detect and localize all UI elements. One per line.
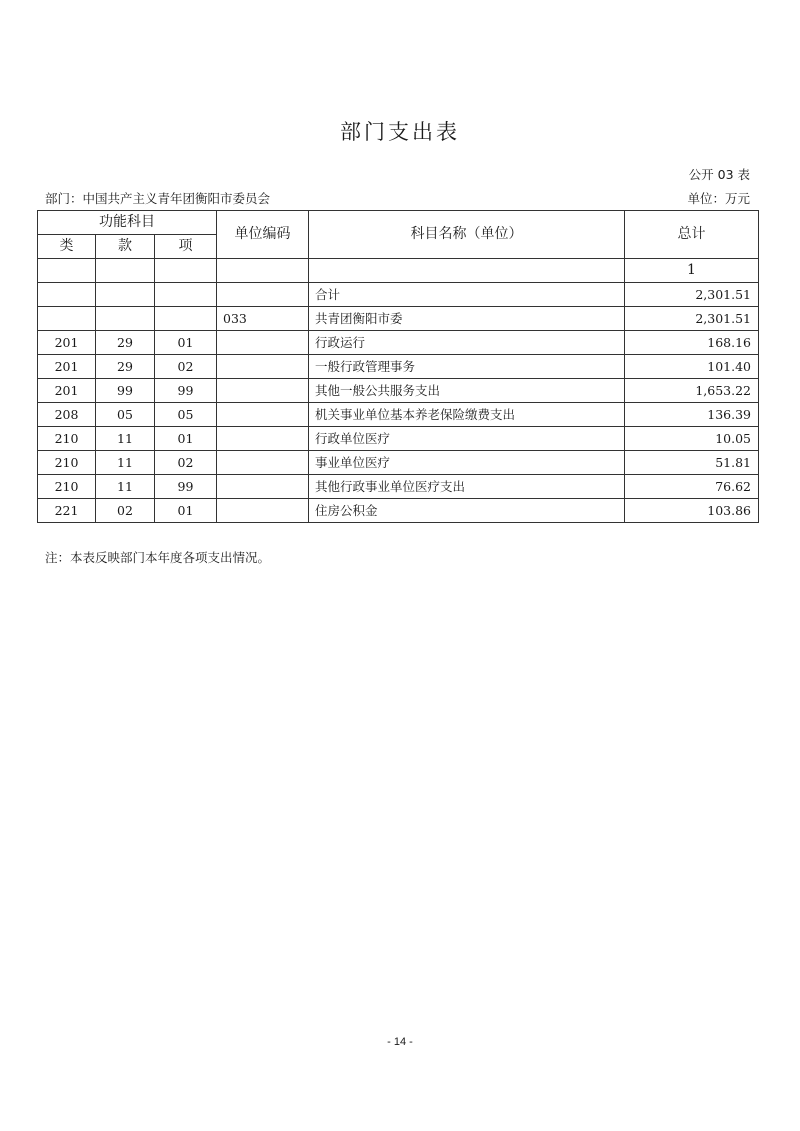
cell-total: 51.81 xyxy=(625,451,759,475)
page-title: 部门支出表 xyxy=(340,120,460,144)
cell-unit-code: 033 xyxy=(217,307,309,331)
cell-class xyxy=(38,283,96,307)
department-label: 部门：中国共产主义青年团衡阳市委员会 xyxy=(45,191,271,206)
cell-class: 210 xyxy=(38,451,96,475)
table-row xyxy=(38,427,759,451)
table-row xyxy=(38,403,759,427)
index-cell xyxy=(217,259,309,283)
cell-class: 201 xyxy=(38,355,96,379)
cell-item: 01 xyxy=(155,427,217,451)
expenditure-table xyxy=(37,210,759,523)
cell-subject-name: 行政单位医疗 xyxy=(309,427,625,451)
cell-subject-name: 事业单位医疗 xyxy=(309,451,625,475)
cell-section: 11 xyxy=(96,427,155,451)
table-row xyxy=(38,475,759,499)
cell-item: 05 xyxy=(155,403,217,427)
cell-class: 201 xyxy=(38,331,96,355)
cell-unit-code xyxy=(217,427,309,451)
table-note: 注：本表反映部门本年度各项支出情况。 xyxy=(45,550,271,565)
table-row xyxy=(38,379,759,403)
cell-section xyxy=(96,307,155,331)
cell-unit-code xyxy=(217,331,309,355)
cell-item: 01 xyxy=(155,331,217,355)
index-cell xyxy=(309,259,625,283)
cell-section: 29 xyxy=(96,331,155,355)
cell-item: 99 xyxy=(155,379,217,403)
cell-class: 201 xyxy=(38,379,96,403)
table-row xyxy=(38,499,759,523)
cell-item: 02 xyxy=(155,451,217,475)
cell-class: 208 xyxy=(38,403,96,427)
cell-total: 168.16 xyxy=(625,331,759,355)
cell-subject-name: 行政运行 xyxy=(309,331,625,355)
index-cell xyxy=(38,259,96,283)
cell-class: 210 xyxy=(38,427,96,451)
table-row xyxy=(38,331,759,355)
cell-unit-code xyxy=(217,451,309,475)
table-row xyxy=(38,355,759,379)
unit-label: 单位：万元 xyxy=(687,191,750,206)
cell-subject-name: 其他一般公共服务支出 xyxy=(309,379,625,403)
cell-subject-name: 合计 xyxy=(309,283,625,307)
cell-section xyxy=(96,283,155,307)
cell-total: 2,301.51 xyxy=(625,283,759,307)
table-row xyxy=(38,307,759,331)
cell-section: 99 xyxy=(96,379,155,403)
cell-item: 02 xyxy=(155,355,217,379)
index-cell xyxy=(96,259,155,283)
cell-item: 01 xyxy=(155,499,217,523)
header-total: 总计 xyxy=(625,211,759,259)
cell-class xyxy=(38,307,96,331)
cell-section: 02 xyxy=(96,499,155,523)
cell-unit-code xyxy=(217,355,309,379)
cell-subject-name: 其他行政事业单位医疗支出 xyxy=(309,475,625,499)
cell-section: 11 xyxy=(96,451,155,475)
cell-subject-name: 机关事业单位基本养老保险缴费支出 xyxy=(309,403,625,427)
header-subject-name: 科目名称（单位） xyxy=(309,211,625,259)
index-total-cell: 1 xyxy=(625,259,759,283)
header-class: 类 xyxy=(38,235,96,259)
cell-subject-name: 住房公积金 xyxy=(309,499,625,523)
cell-class: 210 xyxy=(38,475,96,499)
cell-item xyxy=(155,307,217,331)
index-cell xyxy=(155,259,217,283)
header-function-subject: 功能科目 xyxy=(38,211,217,235)
cell-unit-code xyxy=(217,475,309,499)
cell-unit-code xyxy=(217,403,309,427)
cell-unit-code xyxy=(217,499,309,523)
header-section: 款 xyxy=(96,235,155,259)
index-row xyxy=(38,259,759,283)
cell-unit-code xyxy=(217,379,309,403)
header-item: 项 xyxy=(155,235,217,259)
cell-total: 1,653.22 xyxy=(625,379,759,403)
cell-section: 29 xyxy=(96,355,155,379)
cell-item: 99 xyxy=(155,475,217,499)
page-number: - 14 - xyxy=(387,1036,413,1048)
table-row xyxy=(38,451,759,475)
cell-total: 103.86 xyxy=(625,499,759,523)
cell-subject-name: 一般行政管理事务 xyxy=(309,355,625,379)
cell-total: 10.05 xyxy=(625,427,759,451)
header-row-1 xyxy=(38,211,759,235)
cell-section: 11 xyxy=(96,475,155,499)
cell-total: 76.62 xyxy=(625,475,759,499)
cell-total: 2,301.51 xyxy=(625,307,759,331)
table-row xyxy=(38,283,759,307)
form-number: 公开 03 表 xyxy=(688,167,750,182)
cell-section: 05 xyxy=(96,403,155,427)
cell-total: 101.40 xyxy=(625,355,759,379)
cell-total: 136.39 xyxy=(625,403,759,427)
cell-subject-name: 共青团衡阳市委 xyxy=(309,307,625,331)
cell-unit-code xyxy=(217,283,309,307)
cell-item xyxy=(155,283,217,307)
cell-class: 221 xyxy=(38,499,96,523)
header-unit-code: 单位编码 xyxy=(217,211,309,259)
